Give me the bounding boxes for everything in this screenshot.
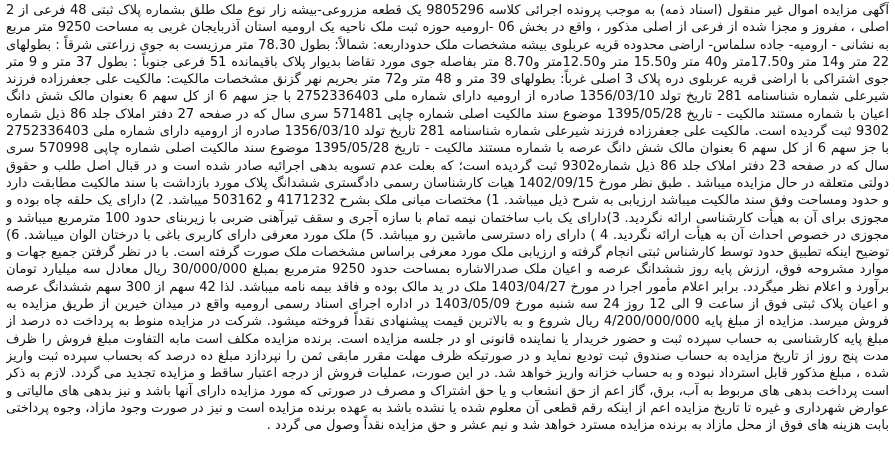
auction-notice xyxy=(6,2,889,469)
auction-notice-text: آگهی مزایده اموال غیر منقول (اسناد ذمه) به موجب پرونده اجرائی کلاسه 9805296 یک قطعه مزروعی-بیشه زار نوع ملک طلق بشماره پلاک ثبتی 48 فرعی از 2 اصلی ، مفروز و مجزا شده از فرعی از اصلی مذکور ، واقع در بخش 06 -ارومیه حوزه ثبت ملک ناحیه یک ارومیه استان آذربایجان غربی به مساحت 9250 متر مربع به نشانی - ارومیه- جاده سلماس- اراضی محدوده قریه عربلوی بیشه مشخصات ملک حدوداربعه: شمالاً: بطول 78.30 متر مرزیست به جوی زراعتی شرقاً : بطولهای 22 متر و14 متر و17.50متر و40 متر و15.50 متر و12.50متر و8.70 متر بفاصله جوی مورد تقاضا بدیوار پلاک باقیمانده 51 فرعی جنوباً : بطول 37 متر و 9 متر جوی اشتراکی با اراضی قریه عربلوی دره پلاک 3 اصلی غرباً: بطولهای 39 متر و 48 متر و72 متر بحریم نهر گزنق مشخصات مالکیت: مالکیت علی جعفرزاده فرزند شیرعلی شماره شناسنامه 281 تاریخ تولد 1356/03/10 صادره از ارومیه دارای شماره ملی 2752336403 با جز سهم 6 از کل سهم 6 بعنوان مالک شش دانگ اعیان با شماره مستند مالکیت - تاریخ 1395/05/28 موضوع سند مالکیت اصلی شماره چاپی 571481 سری سال که در صفحه 27 دفتر املاک جلد 86 ذیل شماره 9302 ثبت گردیده است. مالکیت علی جعفرزاده فرزند شیرعلی شماره شناسنامه 281 تاریخ تولد 1356/03/10 صادره از ارومیه دارای شماره ملی 2752336403 با جز سهم 6 از کل سهم 6 بعنوان مالک شش دانگ عرصه با شماره مستند مالکیت - تاریخ 1395/05/28 موضوع سند مالکیت اصلی شماره چاپی 570998 سری سال که در صفحه 23 دفتر املاک جلد 86 ذیل شماره9302 ثبت گردیده است؛ که بعلت عدم تسویه بدهی اجرائیه صادر شده است و در قبال اصل طلب و حقوق دولتی متعلقه در حال مزایده میباشد . طبق نظر مورخ 1402/09/15 هیات کارشناسان رسمی دادگستری ششدانگ پلاک مورد بازداشت با سند مالکیت مطابقت دارد و حدود ومساحت وفق سند مالکیت میباشد ارزیابی به شرح ذیل میباشد. 1) مختصات میانی ملک بشرح 4171232 و 503162 میباشد. 2) دارای یک حلقه چاه بوده و مجوزی برای آن به هیأت کارشناسی ارائه نگردید. 3)دارای یک باب ساختمان نیمه تمام با سازه آجری و سقف تیرآهنی ضربی با زیربنای حدود 100 مترمربع میباشد و مجوزی در خصوص احداث آن به هیأت ارائه نگردید. 4 ) دارای راه دسترسی ماشین رو میباشد. 5) ملک مورد معرفی دارای کاربری باغی با درختان الوان میباشد. 6) توضیح اینکه تطبیق حدود توسط کارشناس ثبتی انجام گرفته و ارزیابی ملک مورد معرفی براساس مشخصات ملک صورت گرفته است. با در نظر گرفتن جمیع جهات و موارد مشروحه فوق، ارزش پایه روز ششدانگ عرصه و اعیان ملک صدرالاشاره بمساحت حدود 9250 مترمربع بمبلغ 30/000/000 ریال معادل سه میلیارد تومان برآورد و اعلام نظر میگردد. برابر اعلام مأمور اجرا در مورخ 1403/04/27 ملک در ید مالک بوده و فاقد بیمه نامه میباشد. لذا 42 سهم از 300 سهم ششدانگ عرصه و اعیان پلاک ثبتی فوق از ساعت 9 الی 12 روز 24 سه شنبه مورخ 1403/05/09 در اداره اجرای اسناد رسمی ارومیه واقع در میدان خیرین از طریق مزایده به فروش میرسد. مزایده از مبلغ پایه 4/200/000/000 ریال شروع و به بالاترین قیمت پیشنهادی نقداً فروخته میشود. شرکت در مزایده منوط به پرداخت ده درصد از مبلغ پایه کارشناسی به حساب سپرده ثبت و حضور خریدار یا نماینده قانونی او در جلسه مزایده است. برنده مزایده مکلف است مابه التفاوت مبلغ فروش را ظرف مدت پنج روز از تاریخ مزایده به حساب صندوق ثبت تودیع نماید و در صورتیکه ظرف مهلت مقرر مابقی ثمن را نپردازد مبلغ ده درصد که بحساب سپرده ثبت واریز شده ، مبلغ مذکور قابل استرداد نبوده و به حساب خزانه واریز خواهد شد. در این صورت، عملیات فروش از درجه اعتبار ساقط و مزایده تجدید می گردد. لازم به ذکر است پرداخت بدهی های مربوط به آب، برق، گاز اعم از حق انشعاب و یا حق اشتراک و مصرف در صورتی که مورد مزایده دارای آنها باشد و نیز بدهی های مالیاتی و عوارض شهرداری و غیره تا تاریخ مزایده اعم از اینکه رقم قطعی آن معلوم شده یا نشده باشد به عهده برنده مزایده است و نیز در صورت وجود مازاد، وجوه پرداختی بابت هزینه های فوق از محل مازاد به برنده مزایده مسترد خواهد شد و نیم عشر و حق مزایده نقداً وصول می گردد . xyxy=(6,3,889,434)
